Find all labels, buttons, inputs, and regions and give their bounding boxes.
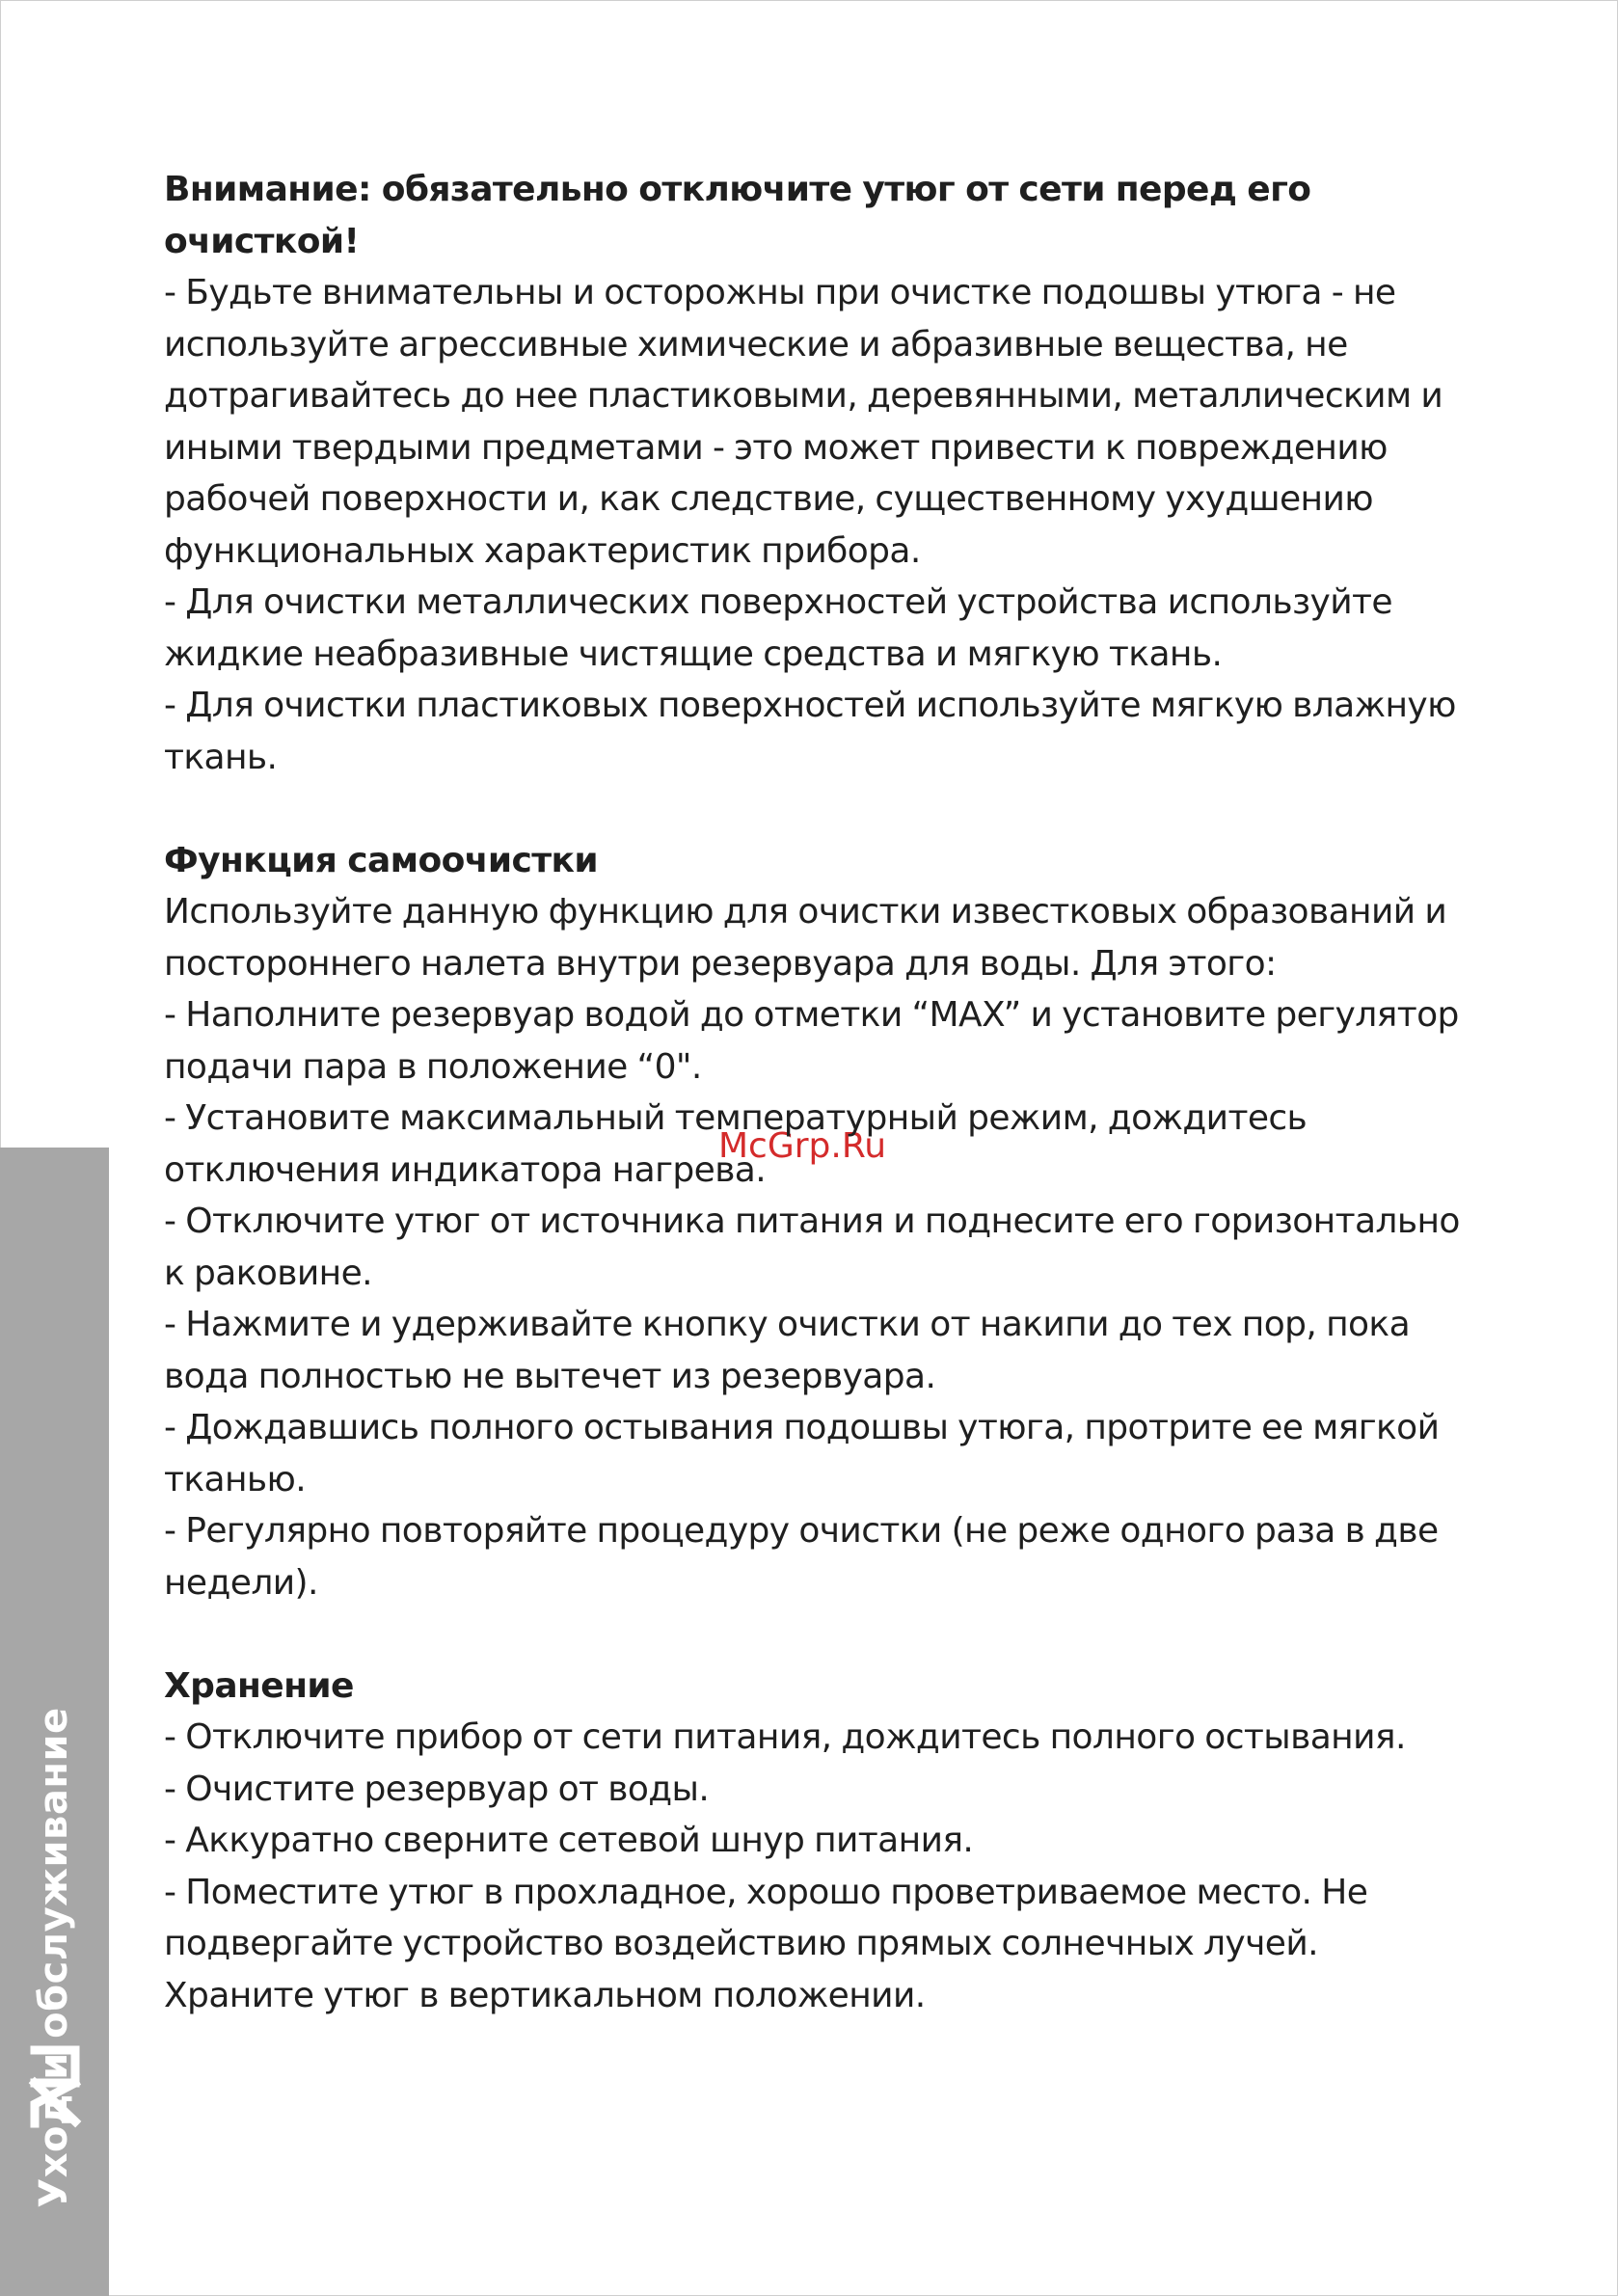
sidebar-section-title: Уход и обслуживание (32, 1707, 76, 2208)
storage-item: - Отключите прибор от сети питания, дождитесь полного остывания. (164, 1717, 1406, 1757)
storage-item: - Очистите резервуар от воды. (164, 1769, 710, 1809)
self-clean-intro: Используйте данную функцию для очистки известковых образований и постороннего налета внутри резервуара для воды. Для этого: (164, 892, 1447, 984)
storage-item: - Аккуратно сверните сетевой шнур питания. (164, 1821, 974, 1860)
self-clean-heading: Функция самоочистки (164, 840, 598, 880)
self-clean-item: - Наполните резервуар водой до отметки “MAX” и установите регулятор подачи пара в положение “0". (164, 995, 1459, 1087)
section-gap (164, 783, 1466, 835)
cleaning-item: - Будьте внимательны и осторожны при очистке подошвы утюга - не используйте агрессивные химические и абразивные вещества, не дотрагивайтесь до нее пластиковыми, деревянными, металлическим и иными твердыми предметами - это может привести к повреждению рабочей поверхности и, как следствие, существенному ухудшению функциональных характеристик прибора. (164, 273, 1443, 571)
self-clean-item: - Отключите утюг от источника питания и поднесите его горизонтально к раковине. (164, 1202, 1460, 1293)
cleaning-item: - Для очистки пластиковых поверхностей используйте мягкую влажную ткань. (164, 686, 1456, 777)
watermark: McGrp.Ru (718, 1126, 887, 1166)
warning-heading: Внимание: обязательно отключите утюг от сети перед его очисткой! (164, 170, 1311, 261)
self-clean-item: - Установите максимальный температурный режим, дождитесь отключения индикатора нагрева. (164, 1098, 1308, 1190)
section-gap (164, 1608, 1466, 1661)
self-clean-item: - Нажмите и удерживайте кнопку очистки от накипи до тех пор, пока вода полностью не вытечет из резервуара. (164, 1305, 1411, 1396)
document-body (164, 164, 1466, 2021)
self-clean-item: - Дождавшись полного остывания подошвы утюга, протрите ее мягкой тканью. (164, 1408, 1440, 1499)
storage-heading: Хранение (164, 1665, 354, 1706)
cleaning-item: - Для очистки металлических поверхностей устройства используйте жидкие неабразивные чистящие средства и мягкую ткань. (164, 582, 1392, 674)
brand-logo-icon (27, 2044, 83, 2129)
self-clean-item: - Регулярно повторяйте процедуру очистки (не реже одного раза в две недели). (164, 1511, 1439, 1603)
storage-item: - Поместите утюг в прохладное, хорошо проветриваемое место. Не подвергайте устройство воздействию прямых солнечных лучей. Храните утюг в вертикальном положении. (164, 1872, 1368, 2015)
